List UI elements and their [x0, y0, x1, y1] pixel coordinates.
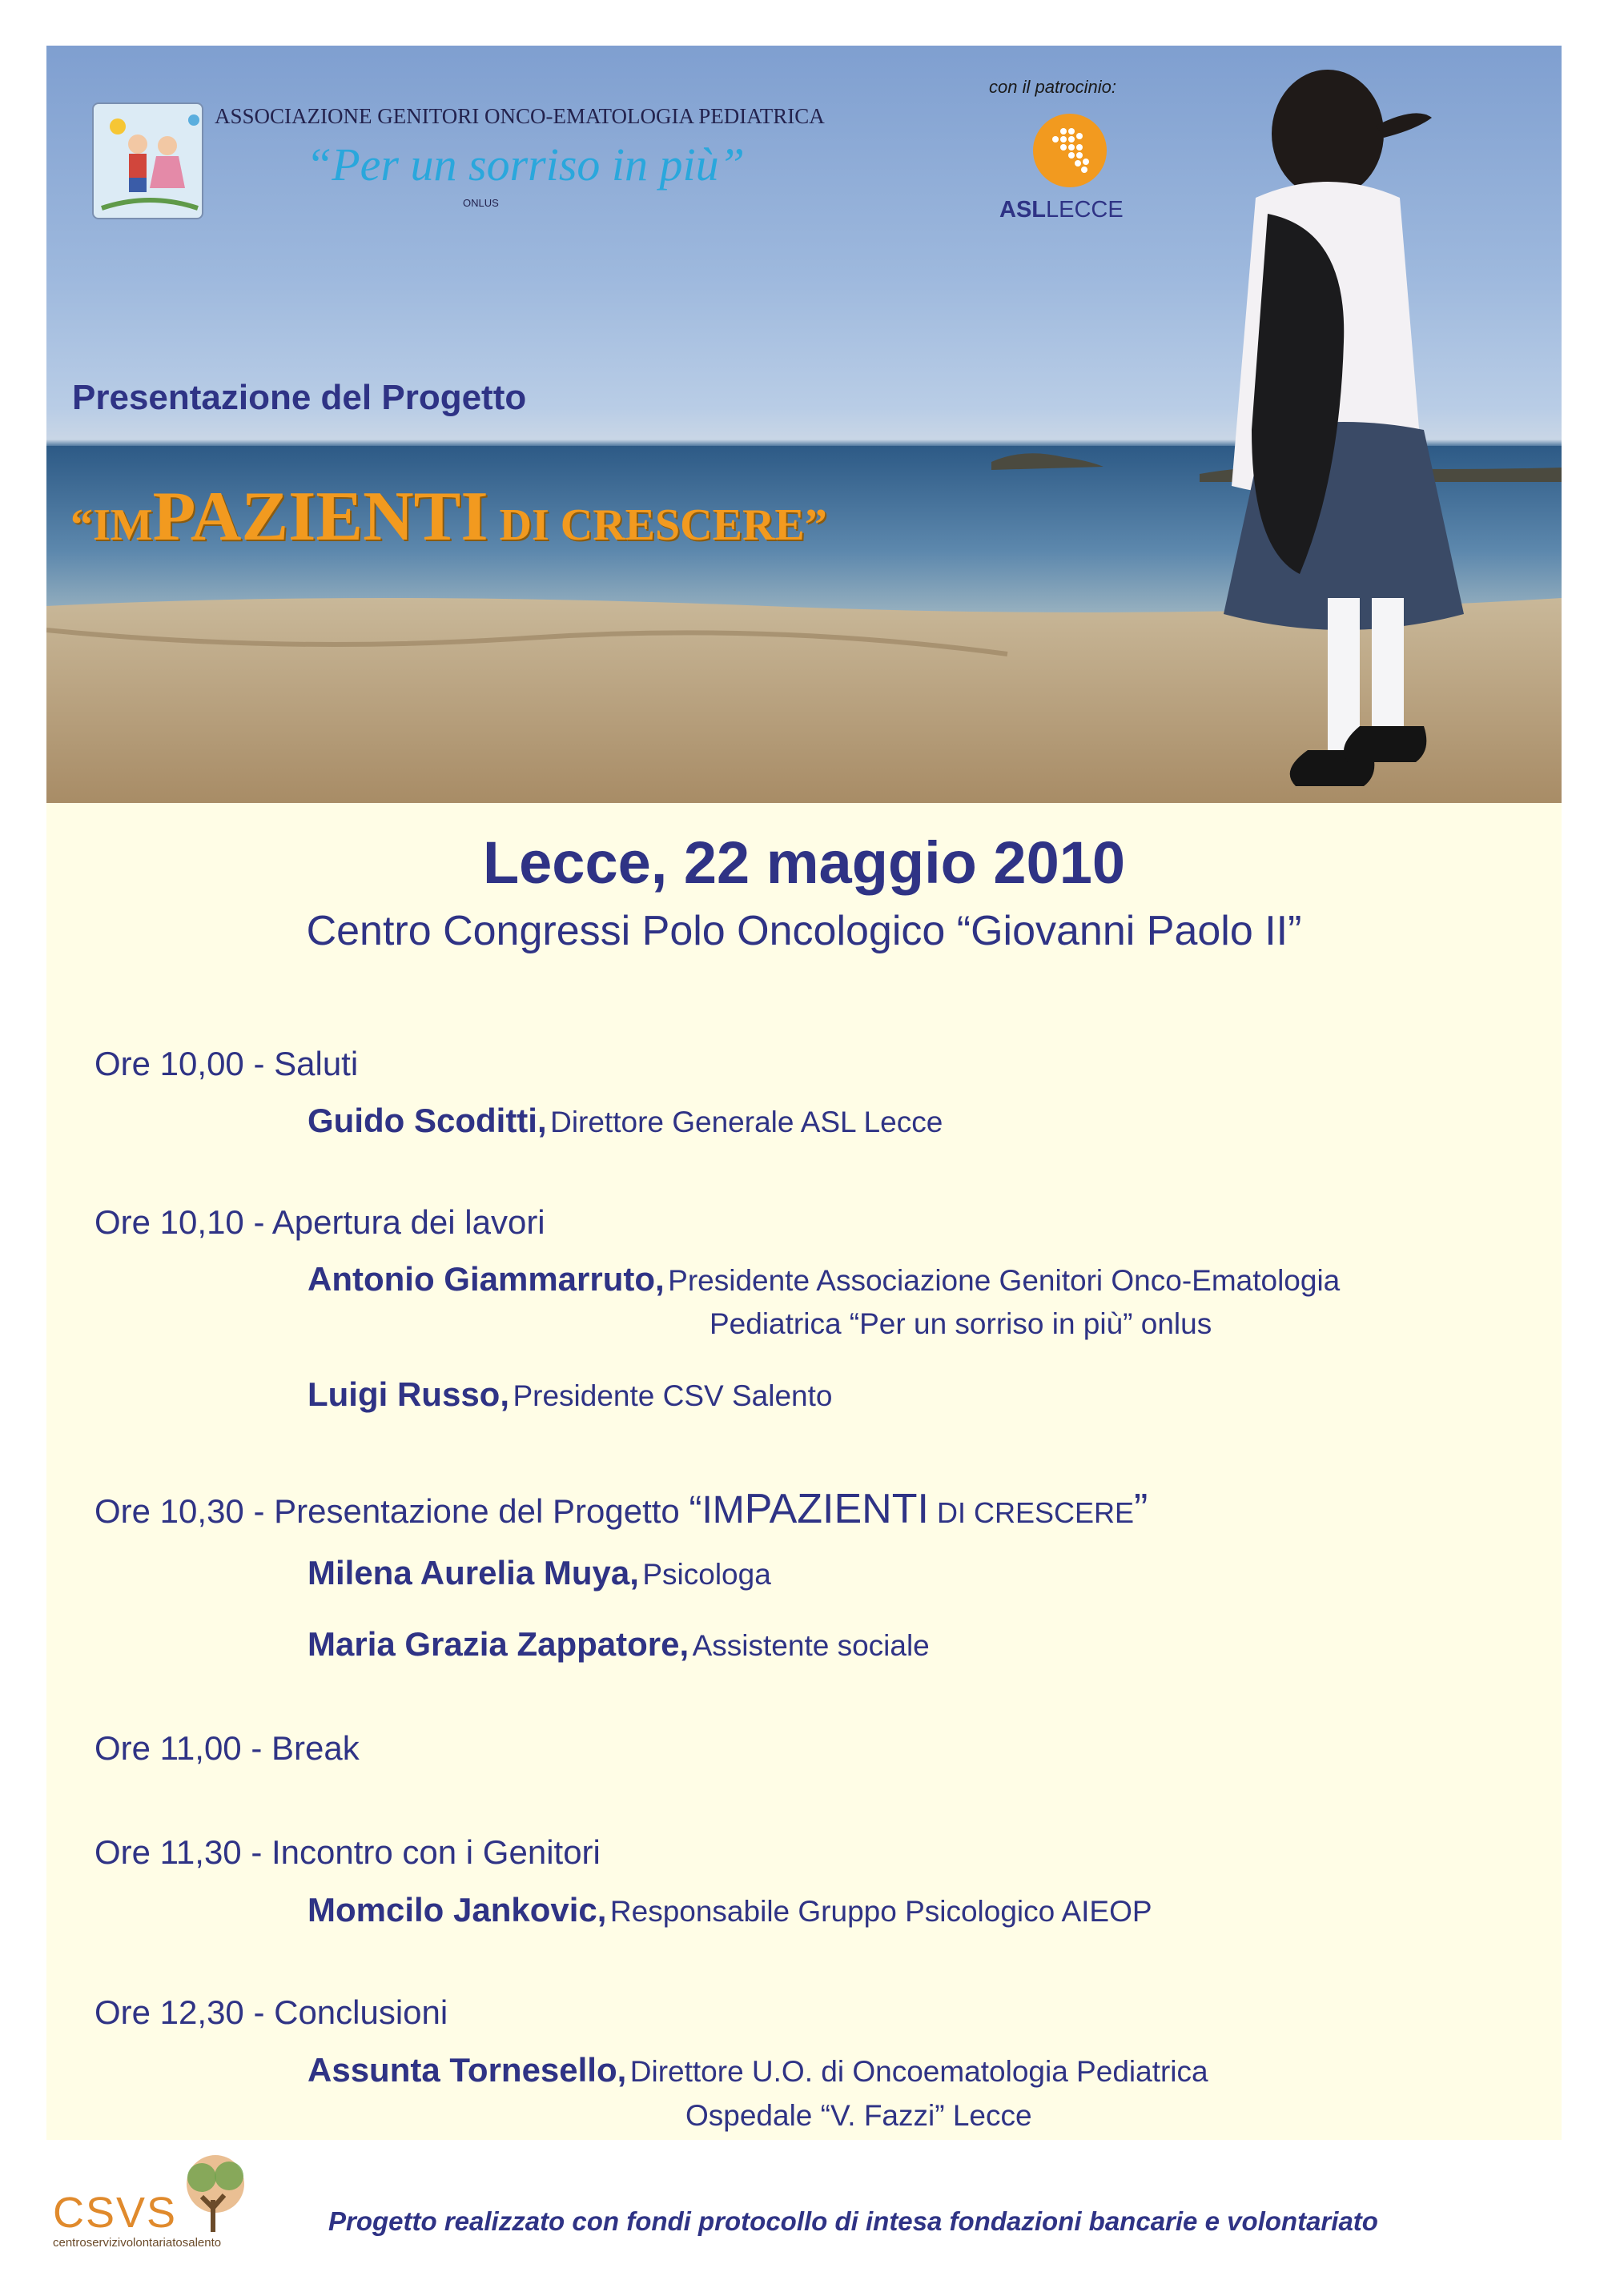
speaker-name: Milena Aurelia Muya,	[308, 1554, 639, 1592]
event-date: Lecce, 22 maggio 2010	[482, 829, 1126, 896]
program-time-1030-prefix: Ore 10,30 - Presentazione del Progetto	[94, 1492, 689, 1530]
speaker-giammarruto	[308, 1260, 1340, 1299]
speaker-role-continued: Ospedale “V. Fazzi” Lecce	[685, 2099, 1032, 2132]
project-subtitle: Presentazione del Progetto	[72, 378, 527, 417]
speaker-scoditti	[308, 1102, 943, 1140]
program-time-1030	[94, 1485, 1148, 1533]
asl-logo-text-bold: ASL	[999, 197, 1046, 223]
children-dancing-icon	[94, 104, 202, 218]
speaker-role: Direttore Generale ASL Lecce	[550, 1106, 943, 1138]
speaker-role: Responsabile Gruppo Psicologico AIEOP	[609, 1895, 1152, 1928]
speaker-russo	[308, 1375, 832, 1414]
association-status: ONLUS	[463, 197, 499, 209]
speaker-role: Direttore U.O. di Oncoematologia Pediatrica	[629, 2055, 1208, 2088]
event-venue: Centro Congressi Polo Oncologico “Giovanni Paolo II”	[306, 908, 1302, 954]
speaker-role-continued: Pediatrica “Per un sorriso in più” onlus	[710, 1307, 1212, 1340]
speaker-name: Momcilo Jankovic,	[308, 1891, 607, 1929]
beach-scene-illustration	[46, 46, 1562, 803]
project-title	[70, 476, 827, 557]
project-title-main: PAZIENTI	[152, 478, 488, 556]
program-time-1010: Ore 10,10 - Apertura dei lavori	[94, 1203, 545, 1241]
program-time-1000: Ore 10,00 - Saluti	[94, 1045, 359, 1082]
speaker-role: Psicologa	[642, 1558, 771, 1591]
program-title-rest: DI CRESCERE	[928, 1496, 1134, 1529]
program-title-quote-open: “IM	[689, 1489, 745, 1531]
speaker-jankovic	[308, 1891, 1152, 1929]
program-time-1230: Ore 12,30 - Conclusioni	[94, 1993, 448, 2031]
speaker-name: Maria Grazia Zappatore,	[308, 1625, 689, 1663]
program-title-quote-close: ”	[1133, 1486, 1148, 1532]
csvs-tagline: centroservizivolontariatosalento	[53, 2236, 222, 2250]
speaker-zappatore	[308, 1625, 930, 1664]
project-title-end: CRESCERE”	[560, 500, 827, 550]
speaker-name: Antonio Giammarruto,	[308, 1260, 665, 1298]
speaker-role: Presidente Associazione Genitori Onco-Ematologia	[668, 1264, 1341, 1297]
asl-dotted-map-icon	[1031, 112, 1108, 189]
speaker-name: Assunta Tornesello,	[308, 2051, 627, 2089]
csvs-logo-text: CSVS	[53, 2189, 178, 2237]
program-time-1100: Ore 11,00 - Break	[94, 1729, 360, 1767]
speaker-role: Presidente CSV Salento	[513, 1379, 833, 1412]
tree-icon	[171, 2152, 259, 2240]
association-motto: “Per un sorriso in più”	[306, 138, 745, 191]
program-title-main: PAZIENTI	[744, 1486, 929, 1532]
asl-logo	[1031, 112, 1108, 189]
speaker-tornesello	[308, 2051, 1208, 2089]
speaker-muya	[308, 1554, 771, 1592]
asl-logo-text	[999, 197, 1124, 223]
association-name: ASSOCIAZIONE GENITORI ONCO-EMATOLOGIA PEDIATRICA	[215, 104, 825, 128]
program-time-1130: Ore 11,30 - Incontro con i Genitori	[94, 1833, 601, 1871]
funding-note: Progetto realizzato con fondi protocollo di intesa fondazioni bancarie e volontariato	[328, 2206, 1378, 2236]
program-panel	[46, 803, 1562, 2140]
speaker-name: Guido Scoditti,	[308, 1102, 547, 1139]
association-logo	[92, 102, 203, 219]
csvs-logo	[53, 2152, 277, 2248]
hero-photo	[46, 46, 1562, 803]
speaker-name: Luigi Russo,	[308, 1375, 509, 1413]
asl-logo-text-regular: LECCE	[1046, 197, 1124, 223]
patronage-label: con il patrocinio:	[989, 77, 1116, 97]
project-title-prefix: “IM	[70, 500, 153, 550]
project-title-mid: DI	[488, 500, 561, 550]
speaker-role: Assistente sociale	[692, 1629, 930, 1662]
